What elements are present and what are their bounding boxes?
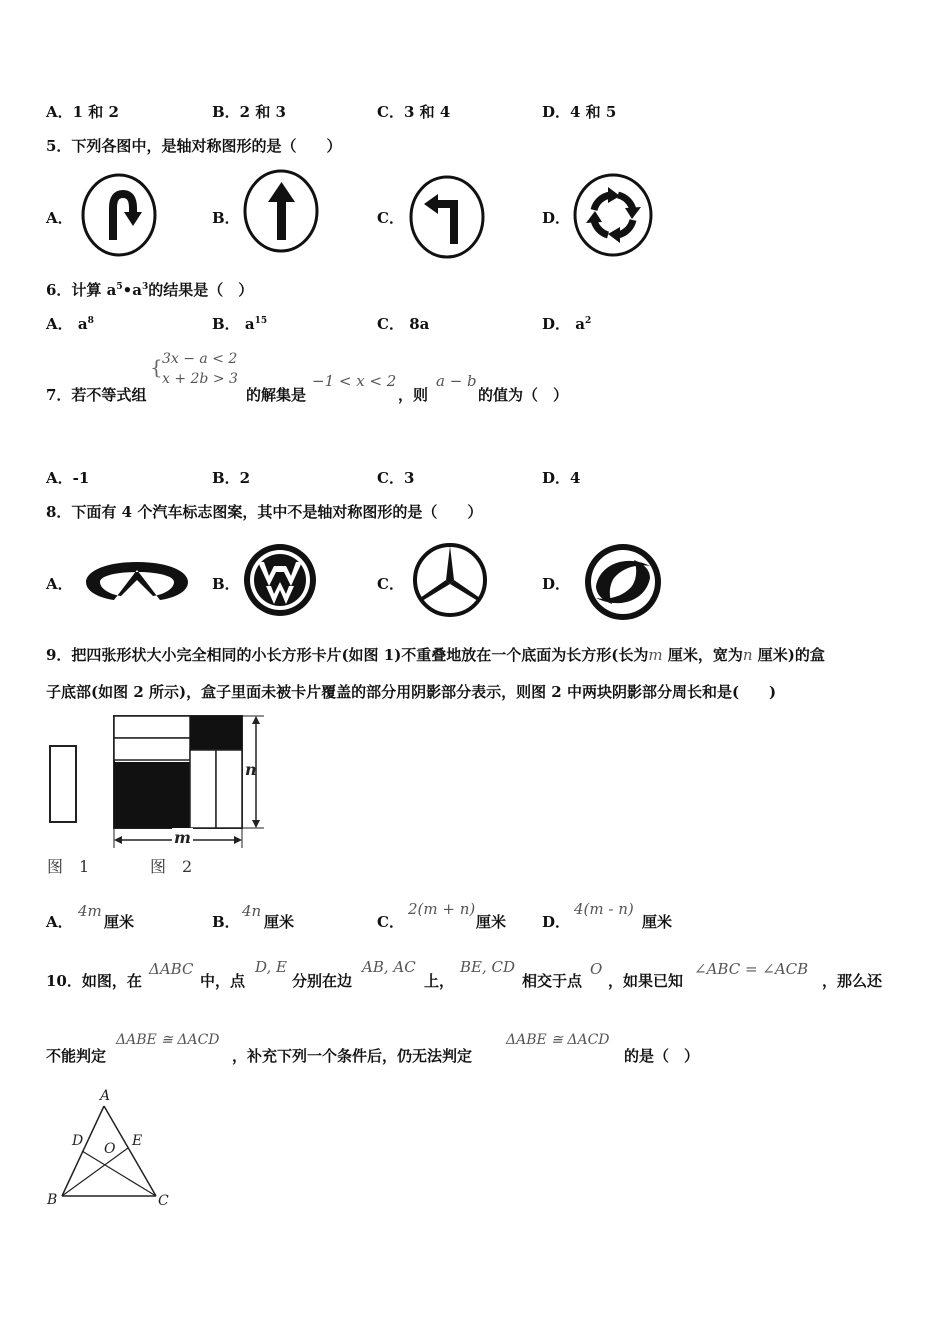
q9-fig-label-m: m: [174, 828, 191, 847]
q10-p3: 分别在边: [292, 972, 353, 990]
q7-mid2: ，则: [398, 386, 429, 404]
q10-angles: ∠ABC = ∠ACB: [694, 960, 809, 978]
q10-p5: 相交于点: [522, 972, 583, 990]
q10-sides: AB, AC: [362, 958, 416, 976]
q5-label-d: D．: [542, 209, 571, 227]
q10-p7: ，那么还: [822, 972, 883, 990]
q7-system-line1: 3x − a < 2: [162, 351, 238, 367]
q10-fig-label-c: C: [158, 1193, 169, 1209]
q10-p4: 上，: [424, 972, 455, 990]
q9-figure: [44, 706, 274, 856]
volkswagen-logo-icon: [238, 542, 322, 618]
q10-fig-label-a: A: [100, 1088, 111, 1104]
q10-points-de: D, E: [255, 958, 287, 976]
q9-option-c-label: C．: [377, 913, 404, 931]
q4-option-d: D．4 和 5: [542, 103, 617, 121]
q10-point-o: O: [590, 960, 603, 978]
q9-caption-1: 图 1: [47, 857, 90, 876]
q10-p6: ，如果已知: [608, 972, 684, 990]
q4-option-b: B．2 和 3: [212, 103, 286, 121]
q9-option-c-expr: 2(m + n): [408, 900, 476, 918]
q10-fig-label-e: E: [132, 1133, 143, 1149]
q7-solution: −1 < x < 2: [312, 372, 397, 390]
straight-arrow-sign-icon: [242, 168, 322, 254]
q9-option-d-label: D．: [542, 913, 571, 931]
q10-congruence-2: ΔABE ≅ ΔACD: [506, 1032, 610, 1048]
q6-option-a: A． $a^8$: [46, 315, 94, 333]
q9-option-b-label: B．: [212, 913, 240, 931]
q4-option-a: A．1 和 2: [46, 103, 119, 121]
q9-option-a-expr: 4m: [78, 902, 102, 920]
q10-l2a: 不能判定: [46, 1047, 107, 1065]
q9-option-b-unit: 厘米: [264, 913, 295, 931]
q7-option-a: A．-1: [46, 469, 90, 487]
q7-expr: a − b: [436, 372, 477, 390]
q7-option-b: B．2: [212, 469, 251, 487]
q6-stem: 6．计算 $a^5•a^3$的结果是（ ）: [46, 281, 254, 299]
q8-label-d: D．: [542, 575, 571, 593]
q9-option-a-label: A．: [46, 913, 73, 931]
q7-option-d: D．4: [542, 469, 581, 487]
q9-caption-2: 图 2: [150, 857, 193, 876]
q4-option-c: C．3 和 4: [377, 103, 451, 121]
q7-prefix: 7．若不等式组: [46, 386, 147, 404]
q6-option-b: B． $a^{15}$: [212, 315, 268, 333]
q5-label-c: C．: [377, 209, 404, 227]
mercedes-logo-icon: [410, 540, 490, 620]
q9-option-a-unit: 厘米: [104, 913, 135, 931]
q7-suffix: 的值为（ ）: [478, 386, 569, 404]
q10-fig-label-d: D: [72, 1133, 84, 1149]
q7-system-line2: x + 2b > 3: [162, 371, 238, 387]
q9-fig-label-n: n: [245, 760, 257, 779]
q10-congruence-1: ΔABE ≅ ΔACD: [116, 1032, 220, 1048]
u-turn-arrow-sign-icon: [80, 172, 160, 258]
q9-option-c-unit: 厘米: [476, 913, 507, 931]
q9-option-d-unit: 厘米: [642, 913, 673, 931]
q9-option-d-expr: 4(m - n): [574, 900, 634, 918]
q8-label-b: B．: [212, 575, 240, 593]
q6-option-c: C． 8a: [377, 315, 430, 333]
q10-fig-label-b: B: [47, 1192, 58, 1208]
q8-label-a: A．: [46, 575, 73, 593]
dongfeng-logo-icon: [580, 542, 666, 622]
q5-label-b: B．: [212, 209, 240, 227]
q7-system-brace: {: [150, 355, 163, 379]
q5-stem: 5．下列各图中，是轴对称图形的是（ ）: [46, 137, 342, 155]
infiniti-logo-icon: [84, 556, 190, 608]
q10-l2b: ，补充下列一个条件后，仍无法判定: [232, 1047, 473, 1065]
q7-option-c: C．3: [377, 469, 415, 487]
roundabout-sign-icon: [572, 172, 656, 258]
q10-p2: 中，点: [200, 972, 246, 990]
q6-option-d: D． $a^2$: [542, 315, 592, 333]
q10-p1: 10．如图，在: [46, 972, 142, 990]
q8-stem: 8．下面有 4 个汽车标志图案，其中不是轴对称图形的是（ ）: [46, 503, 483, 521]
left-turn-arrow-sign-icon: [408, 174, 488, 260]
q9-line1: 9．把四张形状大小完全相同的小长方形卡片(如图 1)不重叠地放在一个底面为长方形(长为m 厘米，宽为n 厘米)的盒: [46, 646, 825, 664]
q8-label-c: C．: [377, 575, 404, 593]
q10-segments: BE, CD: [460, 958, 516, 976]
q5-label-a: A．: [46, 209, 73, 227]
q9-option-b-expr: 4n: [242, 902, 262, 920]
q10-l2c: 的是（ ）: [624, 1047, 700, 1065]
q10-fig-label-o: O: [104, 1141, 116, 1157]
q7-mid1: 的解集是: [246, 386, 307, 404]
q9-line2: 子底部(如图 2 所示)，盒子里面未被卡片覆盖的部分用阴影部分表示，则图 2 中两块阴影部分周长和是( ): [46, 683, 777, 701]
q10-triangle: ΔABC: [149, 960, 194, 978]
